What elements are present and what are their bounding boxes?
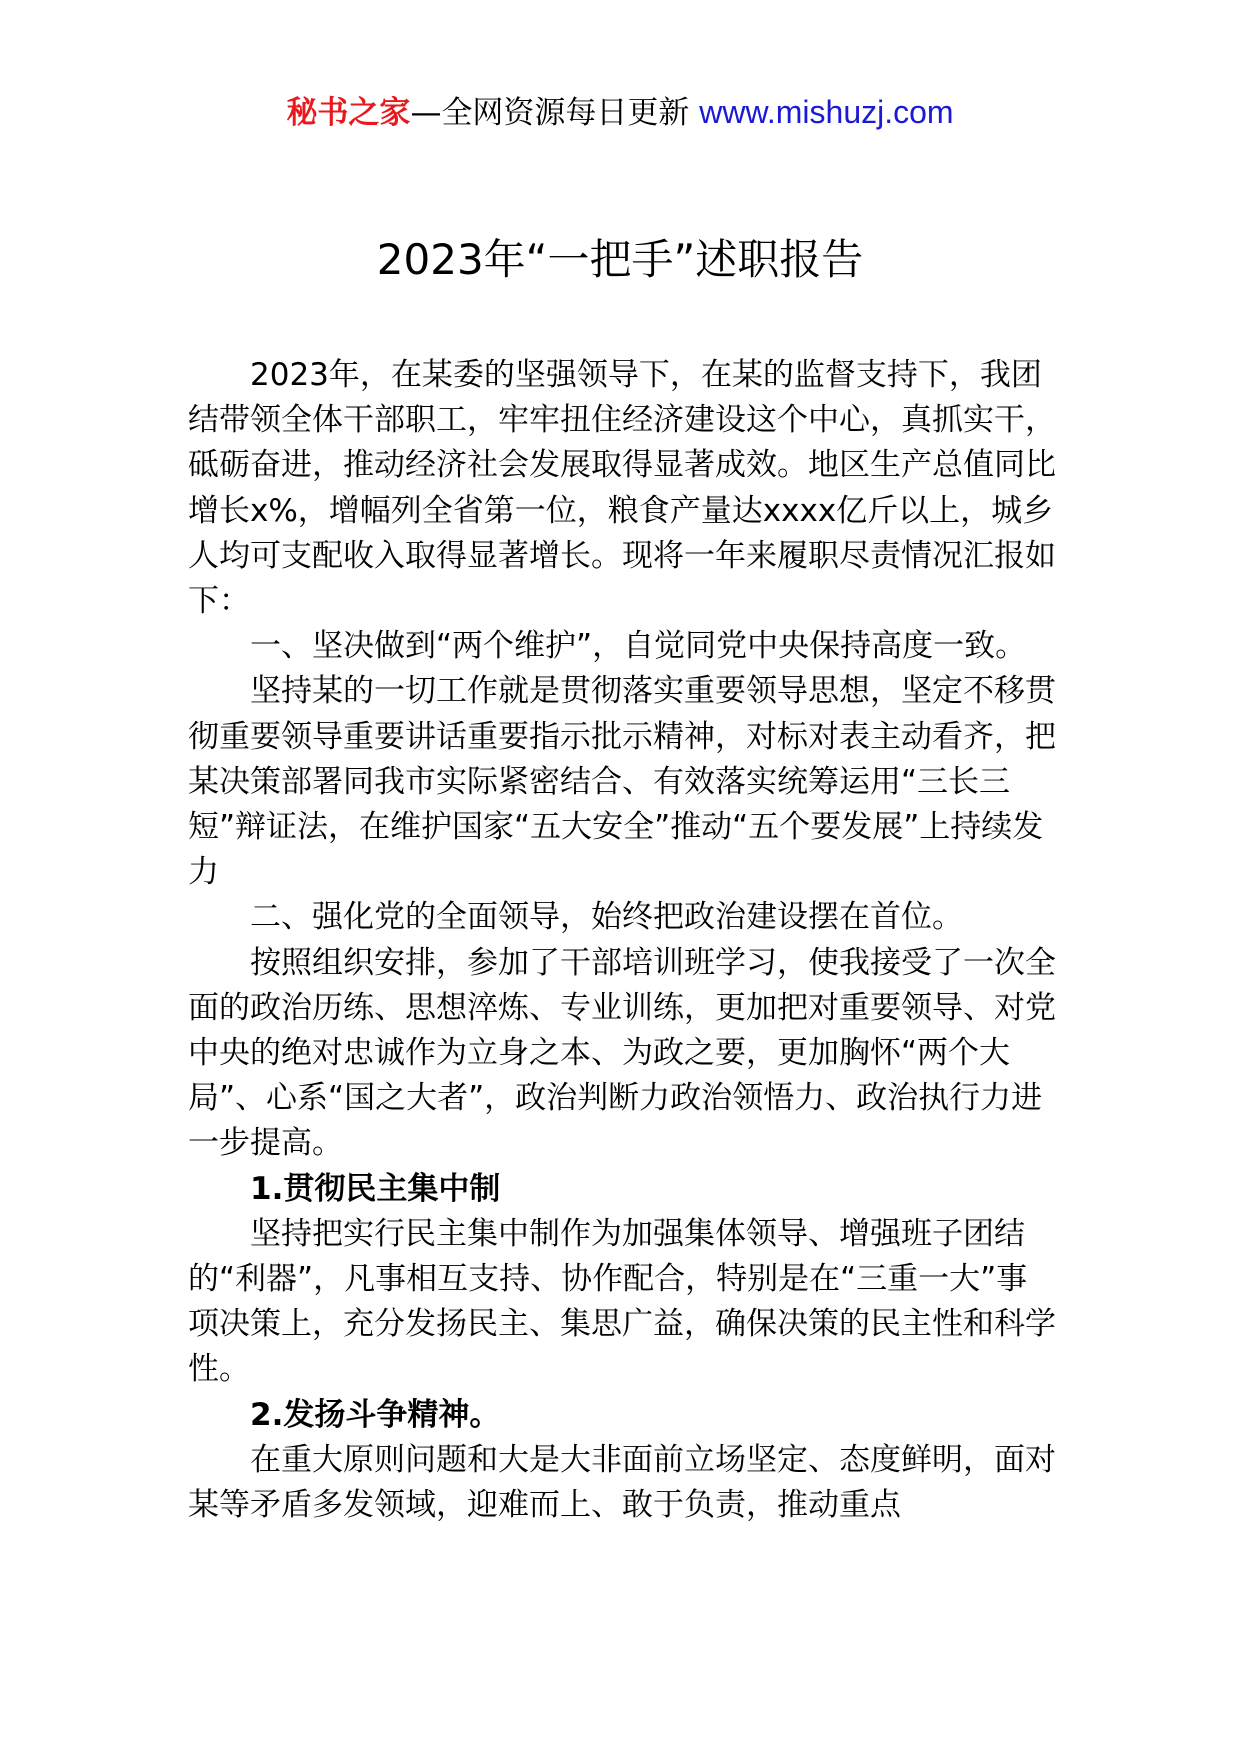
document-body (188, 353, 1058, 1528)
brand-name: 秘书之家 (286, 95, 411, 131)
section-heading-1: 一、坚决做到“两个维护”，自觉同党中央保持高度一致。 (250, 628, 1027, 665)
section-heading-2: 二、强化党的全面领导，始终把政治建设摆在首位。 (250, 899, 963, 936)
intro-paragraph: 2023年，在某委的坚强领导下，在某的监督支持下，我团结带领全体干部职工，牢牢扭住经济建设这个中心，真抓实干，砥砺奋进，推动经济社会发展取得显著成效。地区生产总值同比增长x%，增幅列全省第一位，粮食产量达xxxx亿斤以上，城乡人均可支配收入取得显著增长。现将一年来履职尽责情况汇报如下： (188, 357, 1056, 620)
body-paragraph: 按照组织安排，参加了干部培训班学习，使我接受了一次全面的政治历练、思想淬炼、专业训练，更加把对重要领导、对党中央的绝对忠诚作为立身之本、为政之要，更加胸怀“两个大局”、心系“国之大者”，政治判断力政治领悟力、政治执行力进一步提高。 (188, 944, 1056, 1162)
subheading-2: 2.发扬斗争精神。 (250, 1396, 501, 1433)
site-url-link[interactable]: www.mishuzj.com (699, 94, 954, 130)
body-paragraph: 在重大原则问题和大是大非面前立场坚定、态度鲜明，面对某等矛盾多发领域，迎难而上、敢于负责，推动重点 (188, 1441, 1056, 1524)
site-header (0, 92, 1240, 133)
body-paragraph: 坚持把实行民主集中制作为加强集体领导、增强班子团结的“利器”，凡事相互支持、协作配合，特别是在“三重一大”事项决策上，充分发扬民主、集思广益，确保决策的民主性和科学性。 (188, 1215, 1056, 1388)
body-paragraph: 坚持某的一切工作就是贯彻落实重要领导思想，坚定不移贯彻重要领导重要讲话重要指示批示精神，对标对表主动看齐，把某决策部署同我市实际紧密结合、有效落实统筹运用“三长三短”辩证法，在维护国家“五大安全”推动“五个要发展”上持续发力 (188, 673, 1056, 891)
header-tagline: —全网资源每日更新 (410, 95, 700, 131)
subheading-1: 1.贯彻民主集中制 (250, 1170, 501, 1207)
document-title: 2023年“一把手”述职报告 (376, 235, 864, 284)
